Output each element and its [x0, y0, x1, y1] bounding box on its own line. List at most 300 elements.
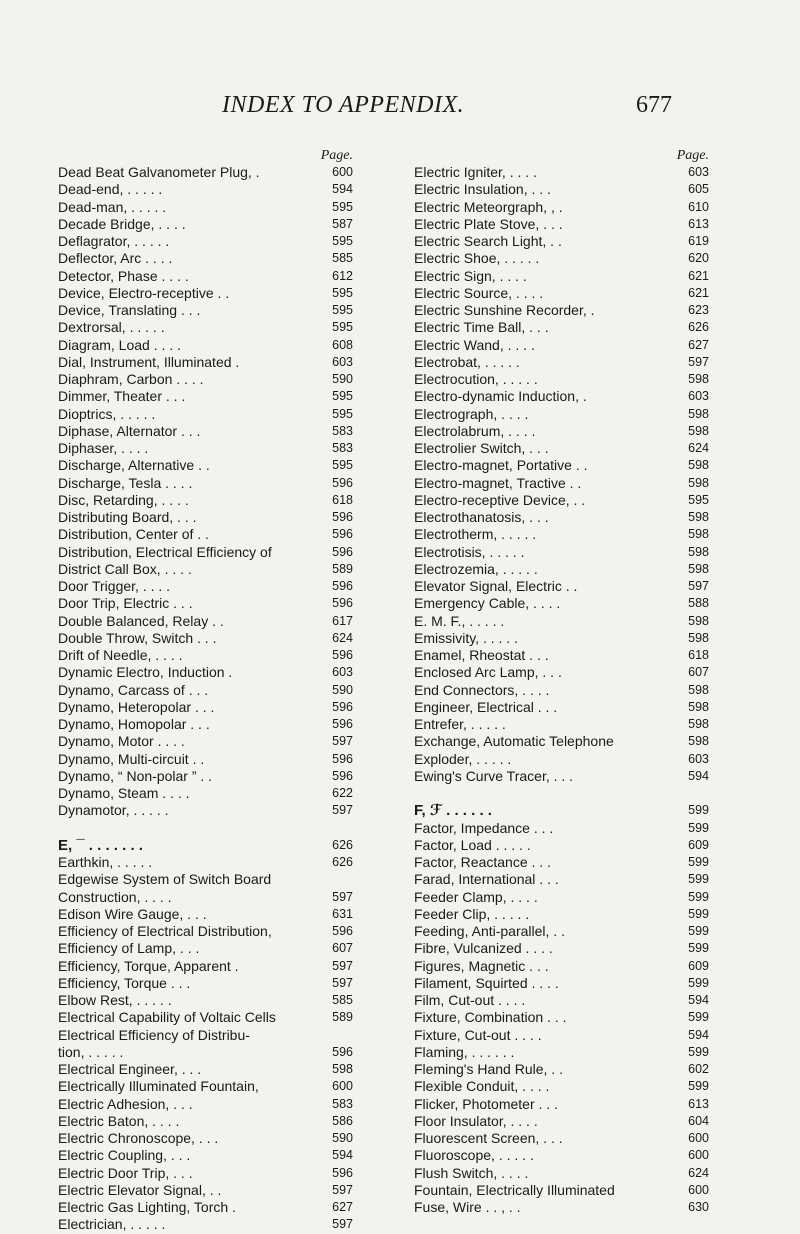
entry-page: 599 [688, 1079, 709, 1094]
entry-text: Feeder Clamp, . . . . [414, 888, 538, 905]
entry-page: 594 [332, 1148, 353, 1163]
page-column-label: Page. [676, 148, 709, 163]
index-entry [58, 630, 358, 647]
index-entry [58, 337, 358, 354]
entry-text: Flexible Conduit, . . . . [414, 1078, 550, 1095]
entry-text: Electro-dynamic Induction, . [414, 388, 587, 405]
index-entry [414, 319, 714, 336]
entry-text: Detector, Phase . . . . [58, 267, 189, 284]
entry-page: 596 [332, 717, 353, 731]
entry-text: Dynamo, Multi-circuit . . [58, 750, 205, 767]
entry-text: Fuse, Wire . . , . . [414, 1199, 521, 1215]
entry-text: Efficiency, Torque . . . [58, 974, 191, 991]
index-entry [414, 578, 714, 595]
entry-text: Efficiency of Lamp, . . . [58, 940, 200, 957]
entry-text: Edison Wire Gauge, . . . [58, 905, 207, 922]
index-entry [414, 337, 714, 354]
entry-text: Electric Elevator Signal, . . [58, 1181, 222, 1198]
index-entry [58, 889, 358, 906]
index-entry [58, 354, 358, 371]
entry-page: 595 [332, 234, 353, 248]
index-entry [414, 906, 714, 923]
entry-text: Electric Chronoscope, . . . [58, 1130, 219, 1146]
entry-text: Electrozemia, . . . . . [414, 560, 538, 577]
index-entry [414, 302, 714, 319]
index-entry [414, 1199, 714, 1216]
index-entry [414, 457, 714, 474]
entry-text: Door Trip, Electric . . . [58, 595, 193, 612]
index-entry [414, 871, 714, 888]
entry-text: Discharge, Alternative . . [58, 457, 210, 474]
entry-text: Electric Time Ball, . . . [414, 319, 549, 336]
entry-page: 597 [332, 1182, 353, 1197]
entry-page: 599 [688, 1044, 709, 1059]
entry-text: Feeding, Anti-parallel, . . [414, 923, 565, 939]
entry-text: Feeder Clip, . . . . . [414, 905, 530, 922]
entry-page: 599 [688, 872, 709, 887]
entry-text: Electrobat, . . . . . [414, 353, 520, 370]
index-entry [58, 595, 358, 612]
entry-page: 612 [332, 268, 353, 283]
entry-page: 619 [688, 234, 709, 248]
entry-text: Enamel, Rheostat . . . [414, 647, 549, 663]
entry-page: 599 [688, 941, 709, 956]
entry-text: Diagram, Load . . . . [58, 336, 181, 353]
index-entry [414, 1027, 714, 1044]
index-entry [58, 457, 358, 474]
entry-page: 589 [332, 1010, 353, 1025]
index-entry [58, 388, 358, 405]
entry-text: Fibre, Vulcanized . . . . [414, 940, 553, 957]
entry-text: Efficiency, Torque, Apparent . [58, 957, 239, 974]
index-entry [414, 682, 714, 699]
entry-text: Electric Door Trip, . . . [58, 1164, 193, 1181]
entry-page: 596 [332, 596, 353, 611]
index-entry [58, 440, 358, 457]
section-gap [58, 820, 358, 837]
entry-page: 609 [688, 837, 709, 852]
entry-text: Distribution, Center of . . [58, 526, 209, 543]
entry-text: tion, . . . . . [58, 1043, 124, 1060]
entry-page: 598 [688, 717, 709, 731]
entry-page: 624 [332, 630, 353, 645]
entry-page: 599 [688, 803, 709, 818]
entry-text: Electric Wand, . . . . [414, 336, 535, 353]
entry-page: 583 [332, 441, 353, 455]
index-entry [58, 578, 358, 595]
entry-page: 597 [332, 889, 353, 904]
entry-page: 596 [332, 648, 353, 662]
index-entry [58, 526, 358, 543]
index-entry [58, 958, 358, 975]
entry-page: 598 [688, 372, 709, 386]
entry-text: Electrothanatosis, . . . [414, 509, 549, 525]
entry-text: Electric Shoe, . . . . . [414, 250, 540, 267]
index-entry [58, 923, 358, 940]
page-number: 677 [636, 92, 672, 118]
index-entry [58, 647, 358, 664]
index-entry [414, 664, 714, 681]
entry-page: 594 [688, 993, 709, 1007]
index-entry [58, 975, 358, 992]
entry-text: Disc, Retarding, . . . . [58, 491, 189, 508]
entry-page: 620 [688, 251, 709, 266]
entry-text: Dynamo, “ Non-polar ” . . [58, 767, 213, 784]
entry-text: Ewing's Curve Tracer, . . . [414, 767, 574, 784]
entry-page: 595 [688, 492, 709, 507]
index-entry [58, 319, 358, 336]
entry-text: Electric Sign, . . . . [414, 267, 527, 284]
index-entry [414, 940, 714, 957]
entry-text: Decade Bridge, . . . . [58, 215, 186, 232]
entry-page: 600 [332, 1079, 353, 1094]
index-entry [414, 975, 714, 992]
entry-page: 598 [688, 475, 709, 490]
entry-text: Film, Cut-out . . . . [414, 992, 526, 1008]
entry-text: Fluoroscope, . . . . . [414, 1147, 534, 1164]
entry-page: 590 [332, 682, 353, 697]
entry-text: Emissivity, . . . . . [414, 629, 518, 646]
entry-text: Electrical Efficiency of Distribu- [58, 1026, 250, 1043]
entry-text: Dead Beat Galvanometer Plug, . [58, 164, 260, 180]
entry-text: Fixture, Combination . . . [414, 1009, 567, 1026]
entry-page: 596 [332, 924, 353, 938]
index-entry [414, 1182, 714, 1199]
entry-text: Dynamo, Homopolar . . . [58, 716, 210, 732]
entry-page: 597 [332, 975, 353, 990]
entry-page: 598 [688, 458, 709, 473]
entry-text: Electric Sunshine Recorder, . [414, 302, 595, 318]
section-letter-row [414, 802, 714, 819]
entry-page: 598 [688, 423, 709, 438]
entry-page: 630 [688, 1200, 709, 1214]
entry-page: 609 [688, 958, 709, 973]
index-entry [58, 1182, 358, 1199]
index-entry [414, 1165, 714, 1182]
entry-page: 598 [688, 699, 709, 714]
entry-text: End Connectors, . . . . [414, 681, 550, 698]
entry-text: Enclosed Arc Lamp, . . . [414, 664, 562, 681]
entry-page: 600 [688, 1148, 709, 1163]
entry-page: 600 [688, 1182, 709, 1197]
entry-page: 596 [332, 579, 353, 593]
entry-text: Dynamo, Heteropolar . . . [58, 698, 215, 715]
entry-page: 597 [332, 734, 353, 749]
index-entry [414, 388, 714, 405]
entry-page: 596 [332, 475, 353, 490]
entry-text: Electric Plate Stove, . . . [414, 215, 563, 232]
entry-text: Figures, Magnetic . . . [414, 957, 549, 974]
index-entry [414, 371, 714, 388]
entry-text: Dextrorsal, . . . . . [58, 319, 165, 336]
index-entry [414, 699, 714, 716]
index-entry [58, 1113, 358, 1130]
entry-page: 603 [332, 354, 353, 369]
entry-text: Electrotherm, . . . . . [414, 526, 537, 543]
index-entry [58, 699, 358, 716]
entry-text: Electro-magnet, Portative . . [414, 457, 588, 474]
entry-text: Dimmer, Theater . . . [58, 388, 186, 405]
entry-page: 599 [688, 975, 709, 990]
index-entry [58, 199, 358, 216]
index-entry [58, 423, 358, 440]
index-entry [414, 768, 714, 785]
entry-text: Diphaser, . . . . [58, 440, 149, 456]
entry-text: Electric Search Light, . . [414, 233, 562, 249]
index-entry [58, 371, 358, 388]
index-entry [58, 268, 358, 285]
index-entry [414, 285, 714, 302]
index-entry [414, 492, 714, 509]
entry-page: 596 [332, 768, 353, 783]
index-entry [414, 1061, 714, 1078]
index-entry [414, 440, 714, 457]
index-entry [414, 250, 714, 267]
index-entry [414, 854, 714, 871]
entry-text: Dead-end, . . . . . [58, 181, 163, 198]
index-entry [58, 233, 358, 250]
index-entry [414, 1113, 714, 1130]
index-entry [414, 889, 714, 906]
index-entry [58, 751, 358, 768]
entry-text: Dioptrics, . . . . . [58, 405, 156, 422]
entry-text: Flaming, . . . . . . [414, 1043, 515, 1060]
entry-text: Factor, Impedance . . . [414, 819, 554, 836]
entry-text: Electric Meteorgraph, , . [414, 198, 563, 215]
index-entry [58, 1061, 358, 1078]
entry-page: 624 [688, 1165, 709, 1180]
entry-text: Fixture, Cut-out . . . . [414, 1026, 542, 1043]
entry-text: Deflector, Arc . . . . [58, 250, 173, 267]
index-entry [58, 1009, 358, 1026]
index-entry [414, 181, 714, 198]
entry-page: 598 [688, 510, 709, 524]
index-entry [58, 785, 358, 802]
entry-text: Electrician, . . . . . [58, 1216, 166, 1233]
entry-page: 618 [688, 648, 709, 662]
index-entry [58, 1096, 358, 1113]
entry-page: 624 [688, 441, 709, 455]
entry-text: Electrolabrum, . . . . [414, 422, 536, 439]
entry-text: Device, Electro-receptive . . [58, 284, 230, 301]
index-entry [58, 854, 358, 871]
entry-page: 610 [688, 199, 709, 214]
index-entry [414, 923, 714, 940]
entry-page: 626 [332, 837, 353, 852]
index-entry [58, 1216, 358, 1233]
entry-page: 599 [688, 855, 709, 869]
index-entry [414, 647, 714, 664]
entry-page: 613 [688, 216, 709, 231]
entry-text: Factor, Reactance . . . [414, 854, 551, 870]
index-entry [58, 1165, 358, 1182]
entry-text: Farad, International . . . [414, 871, 559, 888]
entry-text: Electric Gas Lighting, Torch . [58, 1199, 236, 1215]
index-entry [58, 733, 358, 750]
index-entry [414, 233, 714, 250]
index-entry [58, 802, 358, 819]
index-entry [414, 1009, 714, 1026]
index-entry [414, 820, 714, 837]
entry-text: Distribution, Electrical Efficiency of [58, 543, 272, 560]
index-entry [414, 613, 714, 630]
index-entry [58, 664, 358, 681]
index-entry [58, 475, 358, 492]
entry-text: Filament, Squirted . . . . [414, 974, 559, 991]
index-entry [58, 561, 358, 578]
entry-text: Dynamo, Motor . . . . [58, 733, 185, 750]
index-entry [58, 613, 358, 630]
entry-page: 589 [332, 561, 353, 576]
entry-page: 583 [332, 423, 353, 438]
index-entry [414, 1147, 714, 1164]
entry-page: 600 [688, 1131, 709, 1145]
entry-page: 598 [688, 734, 709, 749]
index-entry [414, 526, 714, 543]
index-entry [414, 1044, 714, 1061]
entry-page: 595 [332, 320, 353, 335]
entry-page: 595 [332, 199, 353, 214]
entry-page: 590 [332, 372, 353, 386]
entry-text: Double Throw, Switch . . . [58, 629, 217, 646]
entry-page: 599 [688, 906, 709, 921]
index-entry [414, 1130, 714, 1147]
entry-text: Engineer, Electrical . . . [414, 698, 558, 715]
entry-text: Dynamo, Carcass of . . . [58, 681, 209, 698]
entry-page: 596 [332, 544, 353, 559]
index-entry [58, 768, 358, 785]
index-entry [58, 250, 358, 267]
entry-page: 587 [332, 216, 353, 231]
index-entry [58, 492, 358, 509]
entry-page: 603 [688, 751, 709, 766]
index-entry [414, 544, 714, 561]
entry-text: Elbow Rest, . . . . . [58, 992, 172, 1008]
entry-page: 596 [332, 699, 353, 714]
entry-page: 622 [332, 786, 353, 800]
entry-page: 598 [688, 613, 709, 628]
index-entry [58, 871, 358, 888]
entry-page: 599 [688, 820, 709, 835]
index-entry [58, 716, 358, 733]
index-entry [414, 1078, 714, 1095]
entry-page: 595 [332, 389, 353, 404]
entry-text: Exploder, . . . . . [414, 750, 512, 767]
entry-page: 631 [332, 906, 353, 921]
index-entry [414, 630, 714, 647]
index-entry [414, 561, 714, 578]
entry-text: Dynamic Electro, Induction . [58, 664, 233, 681]
entry-page: 605 [688, 182, 709, 197]
index-entry [58, 302, 358, 319]
entry-text: Construction, . . . . [58, 888, 172, 905]
entry-page: 627 [688, 337, 709, 352]
entry-text: Fluorescent Screen, . . . [414, 1130, 563, 1146]
entry-text: Efficiency of Electrical Distribution, [58, 923, 272, 939]
index-entry [58, 682, 358, 699]
entry-page: 602 [688, 1062, 709, 1076]
entry-page: 626 [688, 320, 709, 335]
entry-text: Electric Igniter, . . . . [414, 164, 537, 180]
index-entry [414, 751, 714, 768]
entry-text: Dynamo, Steam . . . . [58, 785, 190, 801]
entry-page: 600 [332, 165, 353, 179]
index-entry [58, 285, 358, 302]
entry-page: 595 [332, 406, 353, 421]
index-entry [58, 1130, 358, 1147]
entry-page: 594 [688, 768, 709, 783]
index-entry [58, 1027, 358, 1044]
entry-text: Fleming's Hand Rule, . . [414, 1061, 563, 1077]
entry-page: 597 [688, 579, 709, 593]
entry-page: 595 [332, 285, 353, 300]
entry-text: Electrically Illuminated Fountain, [58, 1078, 259, 1095]
entry-text: Electrical Engineer, . . . [58, 1061, 202, 1077]
entry-text: Diphase, Alternator . . . [58, 422, 201, 439]
entry-text: Electro-magnet, Tractive . . [414, 474, 582, 491]
entry-page: 590 [332, 1131, 353, 1145]
entry-text: Electrolier Switch, . . . [414, 440, 549, 456]
entry-page: 603 [332, 665, 353, 680]
index-entry [58, 216, 358, 233]
index-entry [58, 940, 358, 957]
entry-text: Double Balanced, Relay . . [58, 612, 224, 629]
page-title: INDEX TO APPENDIX. [222, 92, 465, 118]
entry-page: 623 [688, 303, 709, 317]
entry-text: Factor, Load . . . . . [414, 836, 531, 853]
entry-text: Elevator Signal, Electric . . [414, 578, 578, 594]
entry-text: Discharge, Tesla . . . . [58, 474, 193, 491]
entry-page: 598 [688, 544, 709, 559]
entry-text: Electric Insulation, . . . [414, 181, 551, 198]
entry-page: 599 [688, 1010, 709, 1025]
index-entry [414, 423, 714, 440]
entry-page: 585 [332, 251, 353, 266]
entry-page: 595 [332, 458, 353, 473]
entry-text: Drift of Needle, . . . . [58, 647, 183, 663]
entry-page: 597 [332, 958, 353, 973]
entry-page: 595 [332, 303, 353, 317]
entry-page: 608 [332, 337, 353, 352]
entry-page: 598 [688, 630, 709, 645]
index-entry [414, 354, 714, 371]
index-entry [414, 958, 714, 975]
page-header [0, 92, 800, 122]
entry-text: E. M. F., . . . . . [414, 612, 505, 629]
entry-page: 607 [688, 665, 709, 680]
entry-text: Edgewise System of Switch Board [58, 871, 272, 888]
entry-text: Entrefer, . . . . . [414, 716, 506, 732]
entry-text: Flicker, Photometer . . . [414, 1095, 558, 1112]
entry-page: 594 [688, 1027, 709, 1042]
entry-text: Exchange, Automatic Telephone [414, 733, 614, 750]
index-entry [414, 733, 714, 750]
index-entry [414, 199, 714, 216]
index-entry [414, 216, 714, 233]
entry-text: Device, Translating . . . [58, 302, 201, 318]
section-letter-row [58, 837, 358, 854]
entry-page: 617 [332, 613, 353, 628]
entry-text: Dynamotor, . . . . . [58, 802, 169, 819]
entry-text: Fountain, Electrically Illuminated [414, 1181, 615, 1198]
entry-page: 607 [332, 941, 353, 956]
entry-page: 597 [332, 803, 353, 818]
entry-page: 585 [332, 993, 353, 1007]
entry-page: 598 [688, 682, 709, 697]
entry-text: Flush Switch, . . . . [414, 1164, 529, 1181]
index-entry [58, 164, 358, 181]
entry-page: 603 [688, 389, 709, 404]
